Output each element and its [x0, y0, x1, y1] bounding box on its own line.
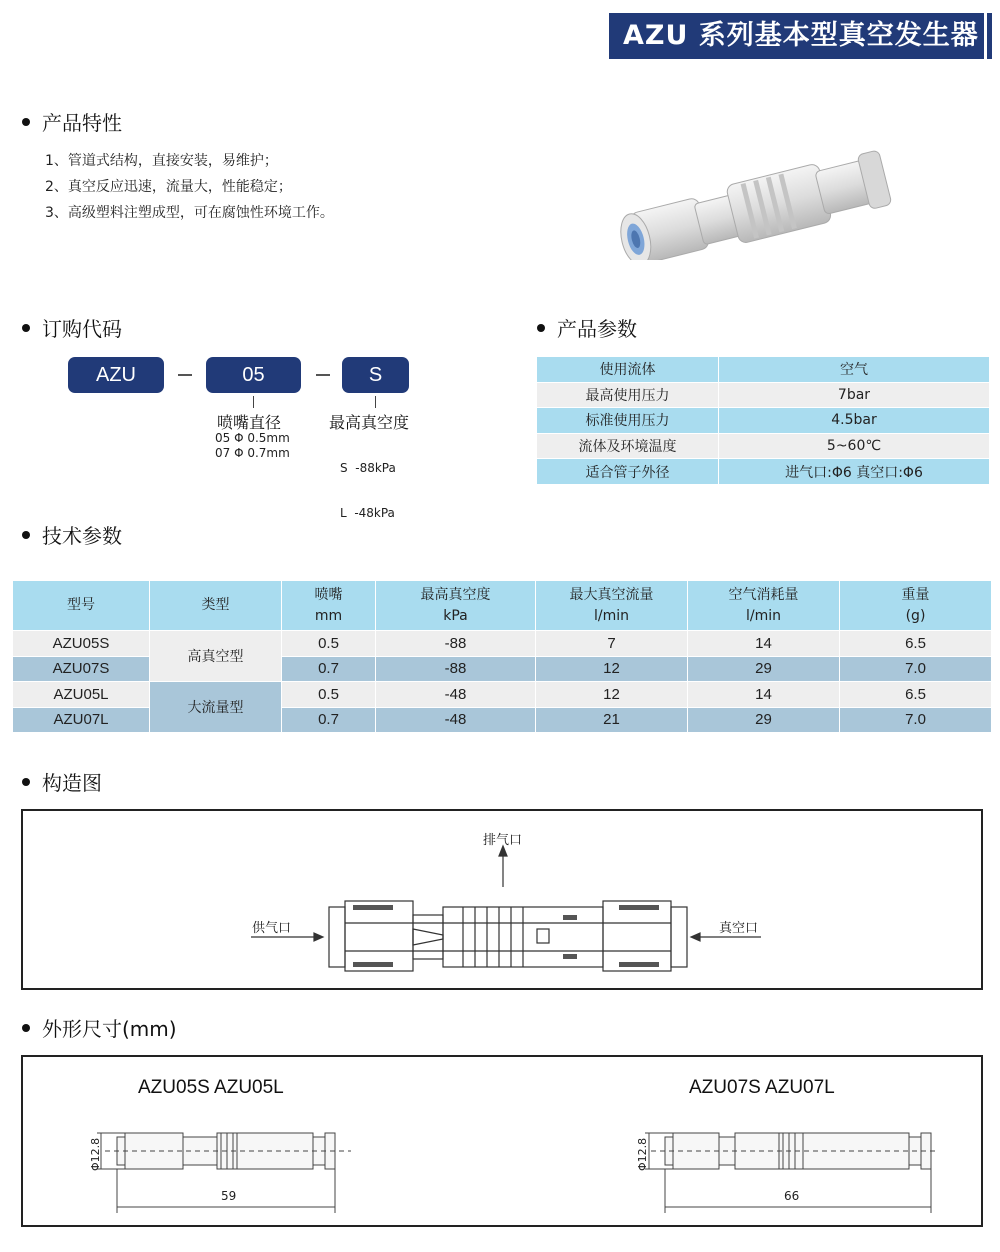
dim-left-drawing [81, 1119, 381, 1219]
title-accent-bar [987, 13, 992, 59]
cell-nozzle: 0.5 [282, 682, 376, 708]
param-name: 标准使用压力 [537, 408, 719, 434]
cell-nozzle: 0.7 [282, 707, 376, 733]
nozzle-label: 喷嘴直径 [217, 413, 282, 432]
cell-weight: 7.0 [840, 707, 992, 733]
col-header-nozzle: 喷嘴 mm [282, 581, 376, 631]
vacuum-label: 最高真空度 [329, 413, 410, 432]
feature-item: 1、管道式结构，直接安装，易维护； [45, 153, 278, 169]
supply-label: 供气口 [252, 921, 292, 936]
cell-flow: 21 [536, 707, 688, 733]
param-value: 4.5bar [719, 408, 990, 434]
cell-flow: 12 [536, 682, 688, 708]
table-row [537, 382, 990, 408]
param-name: 最高使用压力 [537, 382, 719, 408]
cell-weight: 6.5 [840, 682, 992, 708]
exhaust-label: 排气口 [483, 833, 523, 848]
code-pointer [375, 396, 376, 408]
product-photo [600, 140, 920, 260]
product-params-title: 产品参数 [557, 317, 637, 341]
features-heading [22, 107, 122, 136]
features-list [45, 148, 334, 226]
dim-left-diameter: Φ12.8 [89, 1137, 102, 1171]
cell-air: 29 [688, 707, 840, 733]
param-name: 流体及环境温度 [537, 433, 719, 459]
cell-model: AZU05S [13, 631, 150, 657]
cell-vacuum: -88 [376, 656, 536, 682]
param-value: 5~60℃ [719, 433, 990, 459]
param-value: 7bar [719, 382, 990, 408]
cell-vacuum: -48 [376, 707, 536, 733]
cell-flow: 12 [536, 656, 688, 682]
order-code-heading [22, 313, 122, 342]
col-header-flow: 最大真空流量 l/min [536, 581, 688, 631]
code-pointer [253, 396, 254, 408]
table-row [13, 631, 992, 657]
nozzle-code-box: 05 [206, 357, 301, 393]
dim-left-title: AZU05S AZU05L [138, 1077, 284, 1098]
cell-model: AZU07S [13, 656, 150, 682]
table-row [537, 459, 990, 485]
table-header-row [13, 581, 992, 631]
series-code-box: AZU [68, 357, 164, 393]
nozzle-option: 07 Φ 0.7mm [215, 446, 290, 460]
nozzle-option: 05 Φ 0.5mm [215, 431, 290, 445]
cell-model: AZU07L [13, 707, 150, 733]
param-name: 使用流体 [537, 357, 719, 383]
code-separator [178, 374, 192, 376]
cell-type: 大流量型 [150, 682, 282, 733]
dimensions-heading [22, 1013, 177, 1042]
cell-flow: 7 [536, 631, 688, 657]
bullet-icon [22, 1024, 30, 1032]
dimensions-title: 外形尺寸(mm) [42, 1017, 177, 1041]
tech-params-title: 技术参数 [42, 524, 122, 548]
col-header-air: 空气消耗量 l/min [688, 581, 840, 631]
dimensions-frame [21, 1055, 983, 1227]
tech-params-table [12, 580, 992, 733]
cell-weight: 6.5 [840, 631, 992, 657]
bullet-icon [22, 118, 30, 126]
nozzle-options [215, 431, 290, 461]
cell-vacuum: -88 [376, 631, 536, 657]
structure-frame [21, 809, 983, 990]
product-params-heading [537, 313, 637, 342]
cell-air: 14 [688, 682, 840, 708]
table-row [13, 682, 992, 708]
code-separator [316, 374, 330, 376]
table-row [537, 357, 990, 383]
cell-nozzle: 0.7 [282, 656, 376, 682]
dim-right-title: AZU07S AZU07L [689, 1077, 835, 1098]
param-name: 适合管子外径 [537, 459, 719, 485]
bullet-icon [537, 324, 545, 332]
dim-right-length: 66 [784, 1189, 800, 1203]
structure-title: 构造图 [42, 771, 102, 795]
dim-right-drawing [623, 1119, 943, 1219]
feature-item: 3、高级塑料注塑成型，可在腐蚀性环境工作。 [45, 205, 334, 221]
vacuum-code-box: S [342, 357, 409, 393]
cell-type: 高真空型 [150, 631, 282, 682]
tech-params-heading [22, 520, 122, 549]
product-params-table [536, 356, 990, 485]
param-value: 进气口:Φ6 真空口:Φ6 [719, 459, 990, 485]
features-title: 产品特性 [42, 111, 122, 135]
param-value: 空气 [719, 357, 990, 383]
vacuum-option: S -88kPa [340, 461, 396, 475]
cell-model: AZU05L [13, 682, 150, 708]
cell-weight: 7.0 [840, 656, 992, 682]
table-row [537, 433, 990, 459]
cell-air: 29 [688, 656, 840, 682]
col-header-weight: 重量 (g) [840, 581, 992, 631]
cell-air: 14 [688, 631, 840, 657]
order-code-title: 订购代码 [42, 317, 122, 341]
col-header-model: 型号 [13, 581, 150, 631]
vacuum-option: L -48kPa [340, 506, 395, 520]
cell-nozzle: 0.5 [282, 631, 376, 657]
page-title: AZU 系列基本型真空发生器 [609, 13, 984, 59]
dim-right-diameter: Φ12.8 [636, 1137, 649, 1171]
vacuum-options [340, 431, 396, 536]
bullet-icon [22, 324, 30, 332]
bullet-icon [22, 531, 30, 539]
cell-vacuum: -48 [376, 682, 536, 708]
vacuum-port-label: 真空口 [719, 921, 759, 936]
dim-left-length: 59 [221, 1189, 237, 1203]
feature-item: 2、真空反应迅速，流量大，性能稳定； [45, 179, 292, 195]
col-header-vacuum: 最高真空度 kPa [376, 581, 536, 631]
col-header-type: 类型 [150, 581, 282, 631]
structure-heading [22, 767, 102, 796]
table-row [537, 408, 990, 434]
bullet-icon [22, 778, 30, 786]
